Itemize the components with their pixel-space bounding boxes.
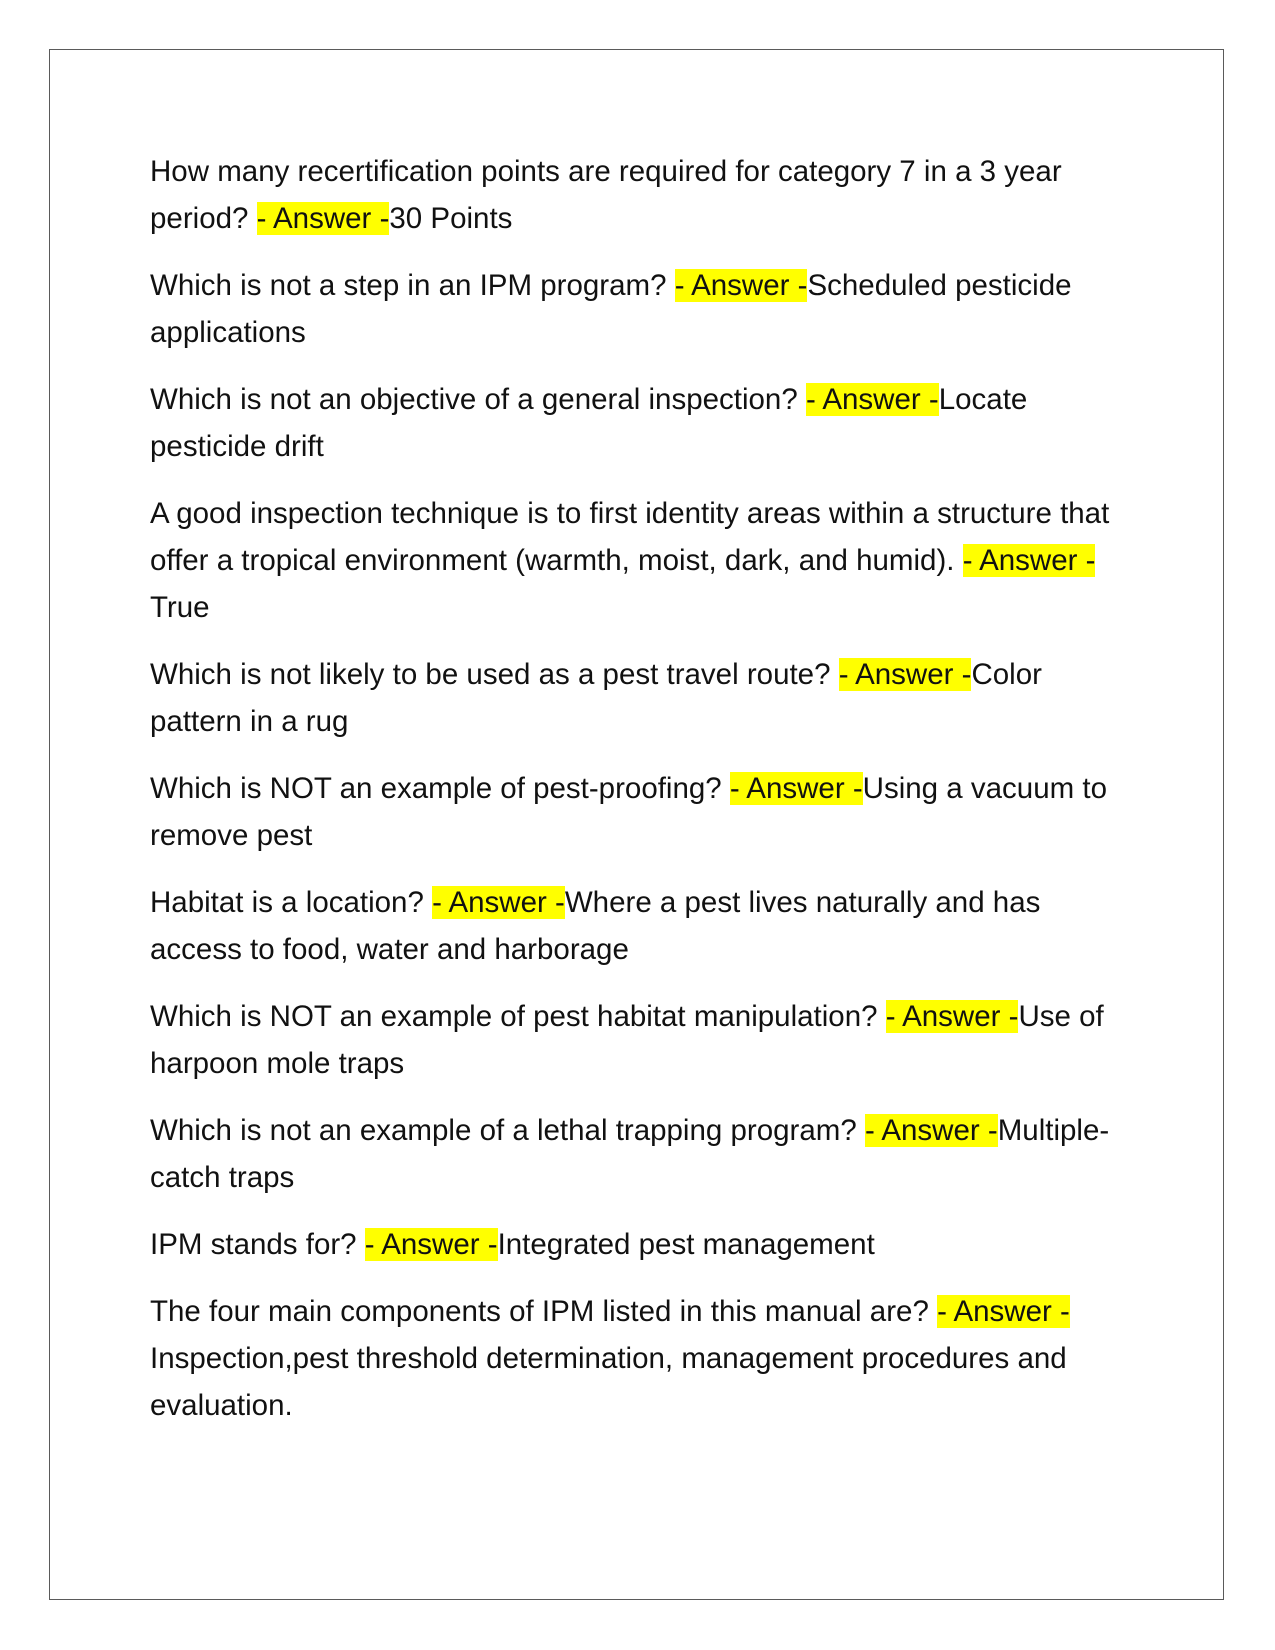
qa-item xyxy=(150,490,1110,631)
answer-marker: - Answer - xyxy=(674,269,808,302)
question-text: A good inspection technique is to first identity areas within a structure that offer a tropical environment (warmth, moist, dark, and humid). xyxy=(150,497,1110,577)
answer-marker: - Answer - xyxy=(864,1114,998,1147)
question-text: The four main components of IPM listed in this manual are? xyxy=(150,1295,938,1328)
answer-text: Integrated pest management xyxy=(497,1228,875,1261)
answer-marker: - Answer - xyxy=(432,886,565,919)
question-text: Which is not likely to be used as a pest travel route? xyxy=(150,658,839,691)
answer-text: Use of harpoon mole traps xyxy=(150,1000,1104,1080)
qa-item xyxy=(150,148,1110,242)
qa-item xyxy=(150,262,1110,356)
answer-marker: - Answer - xyxy=(364,1228,498,1261)
answer-marker: - Answer - xyxy=(838,658,972,691)
question-text: Which is not an example of a lethal trapping program? xyxy=(150,1114,865,1147)
answer-marker: - Answer - xyxy=(937,1295,1070,1328)
question-text: Which is NOT an example of pest habitat manipulation? xyxy=(150,1000,886,1033)
answer-text: Scheduled pesticide applications xyxy=(150,269,1072,349)
qa-item xyxy=(150,651,1110,745)
answer-text: Where a pest lives naturally and has access to food, water and harborage xyxy=(150,886,1041,966)
answer-marker: - Answer - xyxy=(256,202,390,235)
answer-text: Using a vacuum to remove pest xyxy=(150,772,1107,852)
question-text: Which is not a step in an IPM program? xyxy=(150,269,675,302)
question-text: Habitat is a location? xyxy=(150,886,433,919)
document-body xyxy=(150,148,1110,1449)
qa-item xyxy=(150,1221,1110,1268)
answer-text: 30 Points xyxy=(389,202,513,235)
answer-text: Multiple-catch traps xyxy=(150,1114,1110,1194)
question-text: Which is not an objective of a general inspection? xyxy=(150,383,806,416)
qa-item xyxy=(150,765,1110,859)
qa-item xyxy=(150,879,1110,973)
answer-marker: - Answer - xyxy=(962,544,1096,577)
answer-text: Inspection,pest threshold determination, management procedures and evaluation. xyxy=(150,1342,1067,1422)
question-text: IPM stands for? xyxy=(150,1228,365,1261)
answer-marker: - Answer - xyxy=(885,1000,1019,1033)
answer-text: Locate pesticide drift xyxy=(150,383,1028,463)
qa-item xyxy=(150,1288,1110,1429)
question-text: Which is NOT an example of pest-proofing? xyxy=(150,772,730,805)
qa-item xyxy=(150,993,1110,1087)
answer-marker: - Answer - xyxy=(729,772,863,805)
qa-item xyxy=(150,376,1110,470)
qa-item xyxy=(150,1107,1110,1201)
answer-text: True xyxy=(150,591,210,624)
answer-marker: - Answer - xyxy=(805,383,939,416)
answer-text: Color pattern in a rug xyxy=(150,658,1042,738)
question-text: How many recertification points are required for category 7 in a 3 year period? xyxy=(150,155,1062,235)
